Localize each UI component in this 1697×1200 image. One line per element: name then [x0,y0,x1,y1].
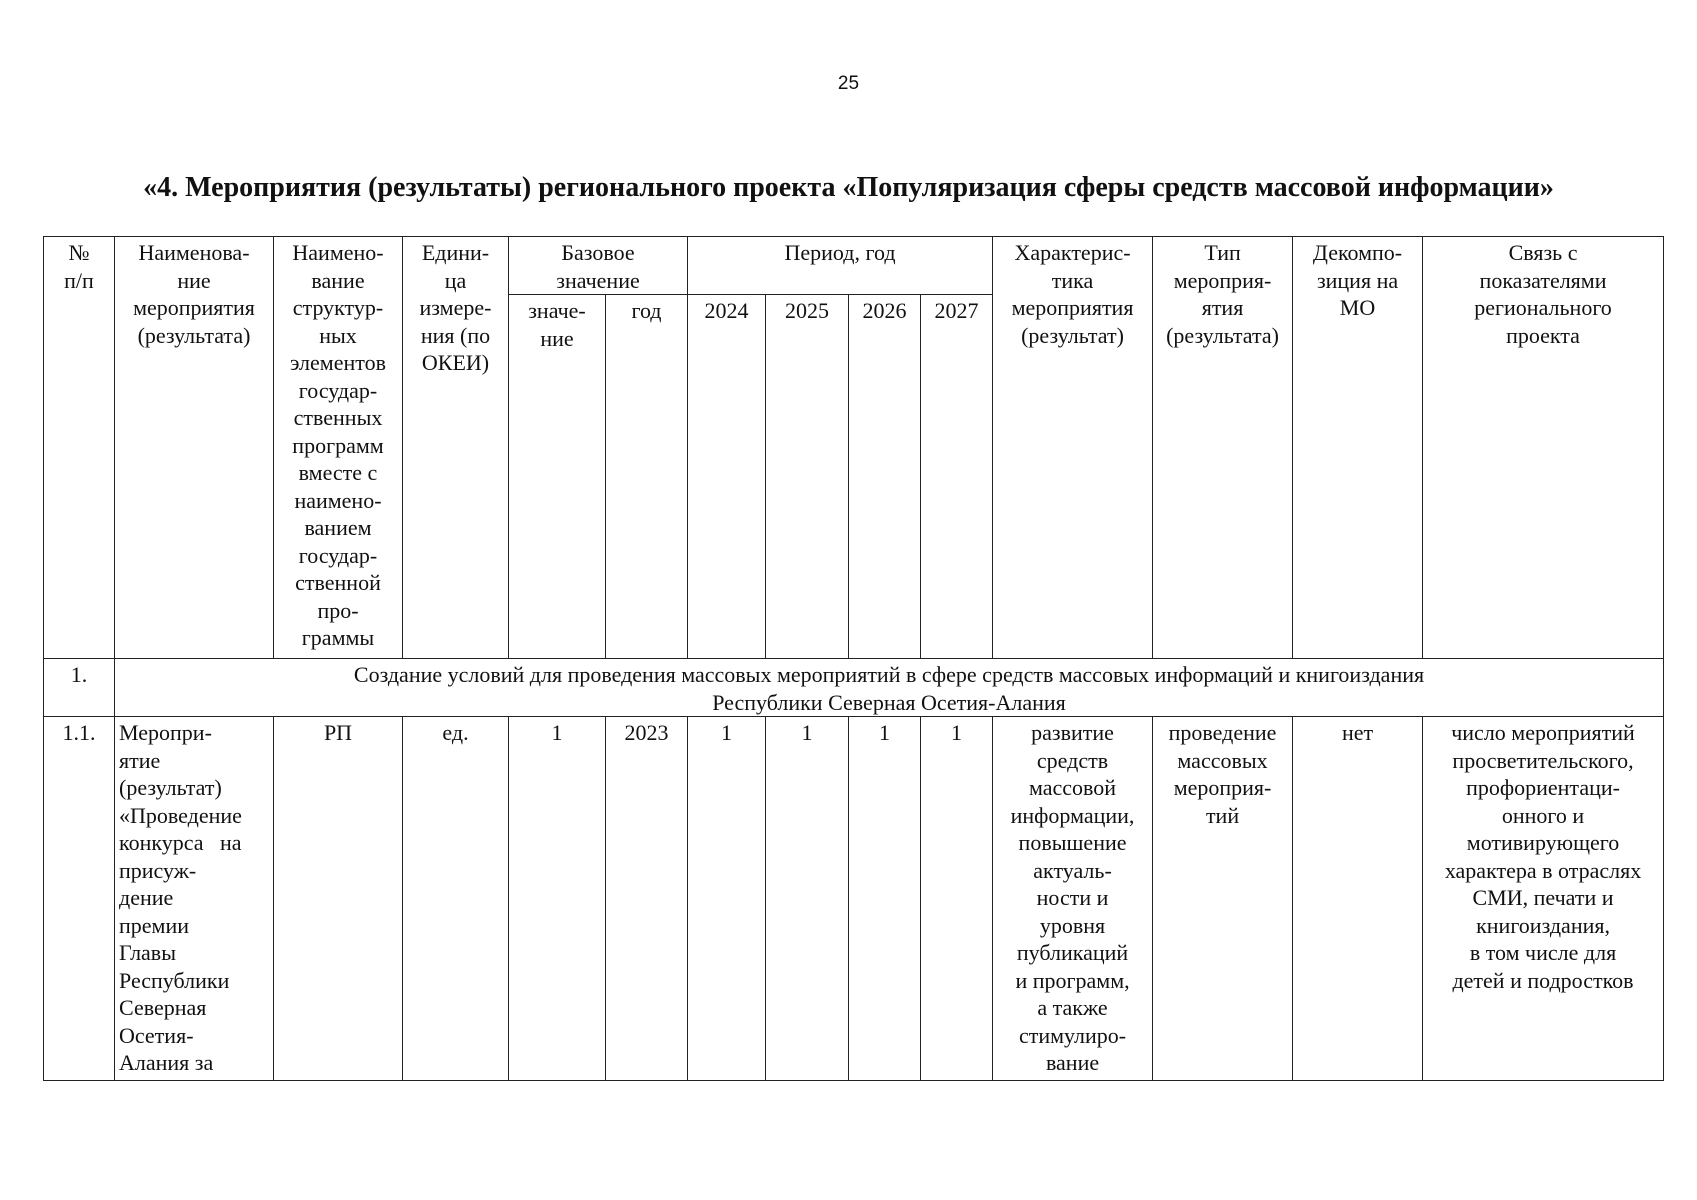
row-struct-name: РП [274,717,403,1081]
row-base-year: 2023 [606,717,688,1081]
row-base-value: 1 [509,717,606,1081]
header-year-2026: 2026 [849,295,921,659]
section-num: 1. [44,659,115,717]
header-base-year: год [606,295,688,659]
header-characteristic: Характерис- тика мероприятия (результат) [993,237,1153,659]
row-type: проведение массовых мероприя- тий [1153,717,1293,1081]
page-number: 25 [837,73,860,94]
row-event-name: Меропри- ятие (результат) «Проведение конкурса на присуж- дение премии Главы Республики Северная Осетия- Алания за [115,717,274,1081]
header-event-name: Наименова- ние мероприятия (результата) [115,237,274,659]
header-unit: Едини- ца измере- ния (по ОКЕИ) [403,237,509,659]
page-title: «4. Мероприятия (результаты) регионального проекта «Популяризация сферы средств массовой информации» [143,172,1554,203]
row-value-2027: 1 [921,717,993,1081]
header-year-2025: 2025 [766,295,849,659]
row-unit: ед. [403,717,509,1081]
header-struct-name: Наимено- вание структур- ных элементов государ- ственных программ вместе с наимено- ванием государ- ственной про- граммы [274,237,403,659]
section-title: Создание условий для проведения массовых мероприятий в сфере средств массовых информаций и книгоиздания Республики Северная Осетия-Алания [115,659,1664,717]
row-decomposition: нет [1293,717,1423,1081]
header-base-value: значе- ние [509,295,606,659]
header-decomposition: Декомпо- зиция на МО [1293,237,1423,659]
row-value-2026: 1 [849,717,921,1081]
table-header-row [44,237,1664,295]
row-num: 1.1. [44,717,115,1081]
header-num: № п/п [44,237,115,659]
header-link: Связь с показателями регионального проекта [1423,237,1664,659]
row-value-2025: 1 [766,717,849,1081]
header-year-2027: 2027 [921,295,993,659]
header-type: Тип мероприя- ятия (результата) [1153,237,1293,659]
header-year-2024: 2024 [688,295,766,659]
row-characteristic: развитие средств массовой информации, повышение актуаль- ности и уровня публикаций и программ, а также стимулиро- вание [993,717,1153,1081]
events-table [43,236,1664,1081]
header-period: Период, год [688,237,993,295]
row-value-2024: 1 [688,717,766,1081]
header-base: Базовое значение [509,237,688,295]
row-link: число мероприятий просветительского, профориентаци- онного и мотивирующего характера в отраслях СМИ, печати и книгоиздания, в том числе для детей и подростков [1423,717,1664,1081]
section-row [44,659,1664,717]
table-row [44,717,1664,1081]
